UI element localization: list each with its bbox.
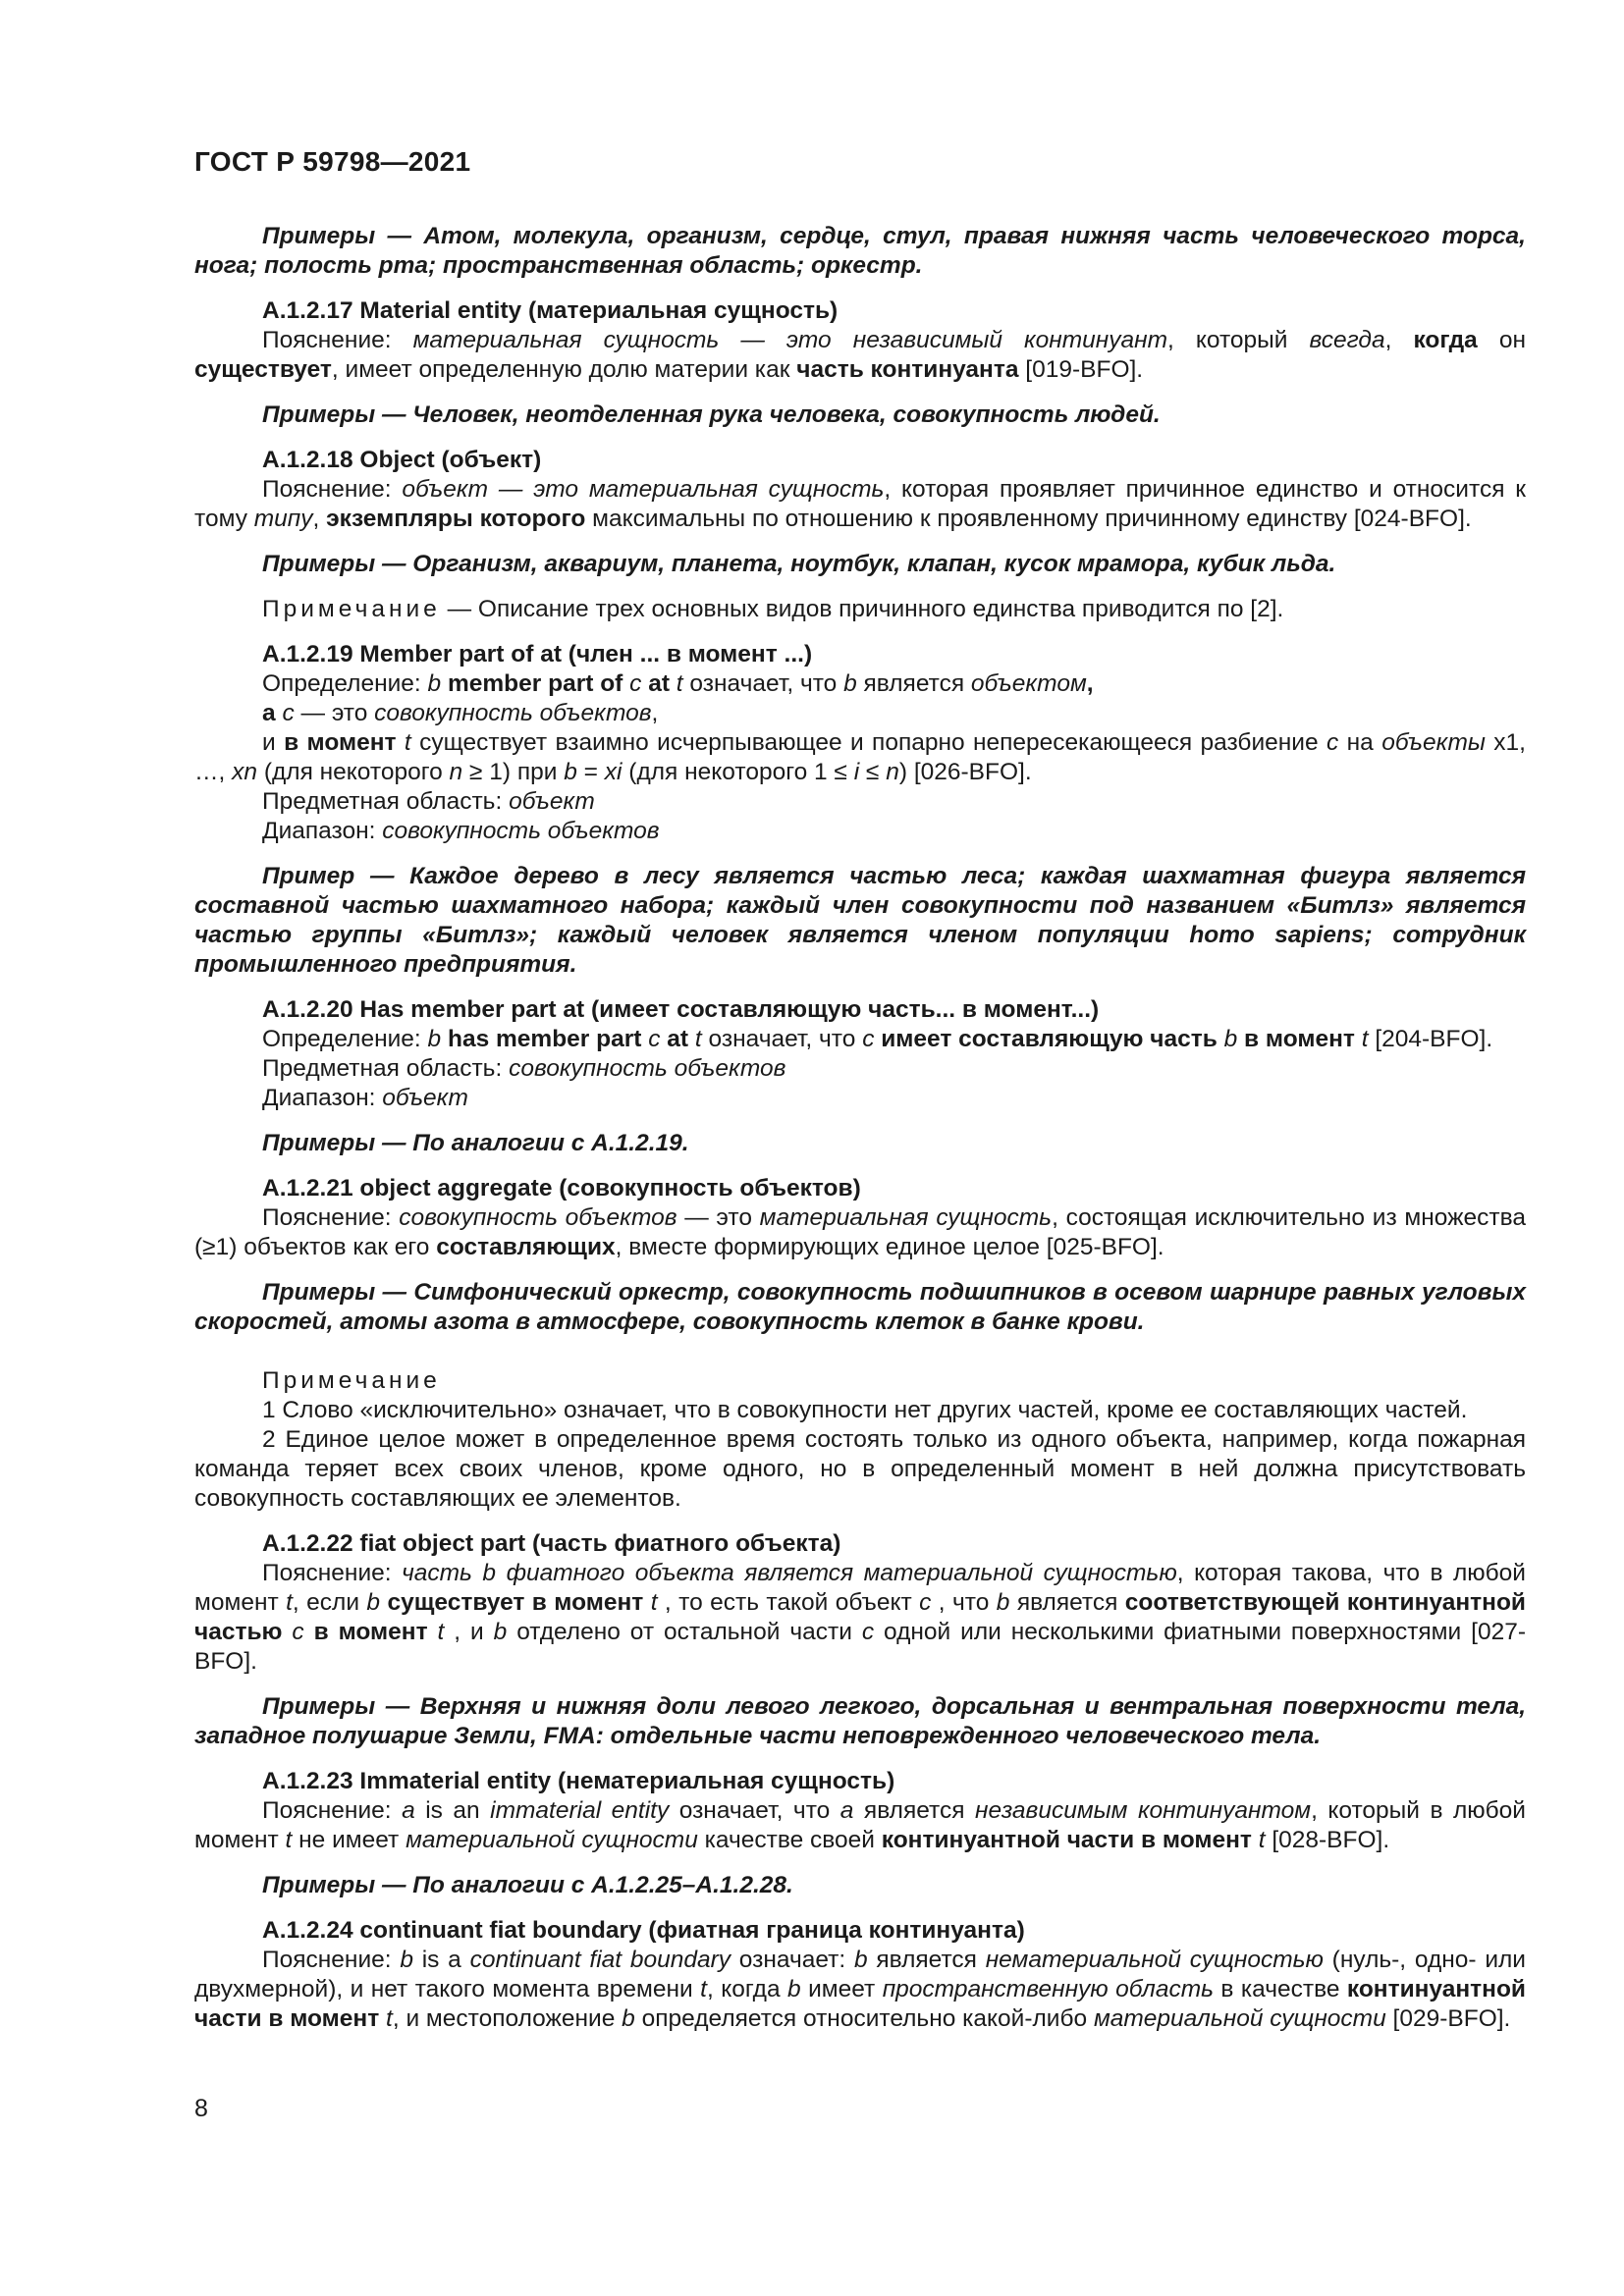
- section-title-a1222: А.1.2.22 fiat object part (часть фиатного объекта): [262, 1530, 841, 1557]
- section-a1219-line2: а с — это совокупность объектов,: [262, 700, 659, 726]
- section-a1219-line3: и в момент t существует взаимно исчерпывающее и попарно непересекающееся разбиение c на объекты x1, …, xn (для некоторого n ≥ 1) при b = xi (для некоторого 1 ≤ i ≤ n) [026-BFO].: [194, 729, 1526, 785]
- section-a1219-example: Пример — Каждое дерево в лесу является частью леса; каждая шахматная фигура является составной частью шахматного набора; каждый член совокупности под названием «Битлз» является частью группы «Битлз»; каждый человек является членом популяции hото sapiens; сотрудник промышленного предприятия.: [194, 863, 1526, 978]
- section-a1223-example: Примеры — По аналогии с А.1.2.25–А.1.2.28.: [262, 1872, 793, 1898]
- section-a1223-explanation: Пояснение: а is an immaterial entity означает, что а является независимым континуантом, который в любой момент t не имеет материальной сущности качестве своей континуантной части в момент t [028-BFO].: [194, 1797, 1526, 1853]
- section-a1218-explanation: Пояснение: объект — это материальная сущность, которая проявляет причинное единство и относится к тому типу, экземпляры которого максимальны по отношению к проявленному причинному единству [024-BFO].: [194, 476, 1526, 532]
- section-title-a1223: А.1.2.23 Immaterial entity (нематериальная сущность): [262, 1768, 895, 1794]
- section-title-a1224: А.1.2.24 continuant fiat boundary (фиатная граница континуанта): [262, 1917, 1025, 1944]
- document-header: ГОСТ Р 59798—2021: [194, 146, 471, 177]
- section-a1217-explanation: Пояснение: материальная сущность — это независимый континуант, который всегда, когда он существует, имеет определенную долю материи как часть континуанта [019-BFO].: [194, 327, 1526, 383]
- section-a1224-explanation: Пояснение: b is a continuant fiat boundary означает: b является нематериальной сущностью (нуль-, одно- или двухмерной), и нет такого момента времени t, когда b имеет пространственную область в качестве континуантной части в момент t, и местоположение b определяется относительно какой-либо материальной сущности [029-BFO].: [194, 1947, 1526, 2032]
- section-a1220-definition: Определение: b has member part c at t означает, что c имеет составляющую часть b в момент t [204-BFO].: [262, 1026, 1493, 1052]
- section-a1219-definition: Определение: b member part of c at t означает, что b является объектом,: [262, 670, 1094, 697]
- section-a1221-note-1: 1 Слово «исключительно» означает, что в совокупности нет других частей, кроме ее составляющих частей.: [262, 1397, 1468, 1423]
- section-a1221-note-label: Примечание: [262, 1367, 441, 1394]
- section-a1217-example: Примеры — Человек, неотделенная рука человека, совокупность людей.: [262, 401, 1161, 428]
- section-a1221-explanation: Пояснение: совокупность объектов — это материальная сущность, состоящая исключительно из множества (≥1) объектов как его составляющих, вместе формирующих единое целое [025-BFO].: [194, 1204, 1526, 1260]
- section-title-a1220: А.1.2.20 Has member part at (имеет составляющую часть... в момент...): [262, 996, 1100, 1023]
- section-a1221-note-2: 2 Единое целое может в определенное время состоять только из одного объекта, например, когда пожарная команда теряет всех своих членов, кроме одного, но в определенный момент в ней должна присутствовать совокупность составляющих ее элементов.: [194, 1426, 1526, 1512]
- section-a1219-domain: Предметная область: объект: [262, 788, 595, 815]
- section-a1221-example: Примеры — Симфонический оркестр, совокупность подшипников в осевом шарнире равных угловых скоростей, атомы азота в атмосфере, совокупность клеток в банке крови.: [194, 1279, 1526, 1335]
- example-paragraph: Примеры — Атом, молекула, организм, сердце, стул, правая нижняя часть человеческого торса, нога; полость рта; пространственная область; оркестр.: [194, 223, 1526, 279]
- section-title-a1219: А.1.2.19 Member part of at (член ... в момент ...): [262, 641, 813, 667]
- page-content: [194, 222, 1526, 2034]
- section-a1220-range: Диапазон: объект: [262, 1085, 468, 1111]
- section-a1218-example: Примеры — Организм, аквариум, планета, ноутбук, клапан, кусок мрамора, кубик льда.: [262, 551, 1336, 577]
- section-a1220-domain: Предметная область: совокупность объектов: [262, 1055, 786, 1082]
- page-number: 8: [194, 2095, 208, 2122]
- section-a1219-range: Диапазон: совокупность объектов: [262, 818, 660, 844]
- section-a1222-explanation: Пояснение: часть b фиатного объекта является материальной сущностью, которая такова, что в любой момент t, если b существует в момент t , то есть такой объект c , что b является соответствующей континуантной частью c в момент t , и b отделено от остальной части c одной или несколькими фиатными поверхностями [027-BFO].: [194, 1560, 1526, 1675]
- section-title-a1217: А.1.2.17 Material entity (материальная сущность): [262, 297, 839, 324]
- section-a1218-note: Примечание — Описание трех основных видов причинного единства приводится по [2].: [262, 596, 1284, 622]
- section-title-a1221: А.1.2.21 object aggregate (совокупность объектов): [262, 1175, 861, 1201]
- section-title-a1218: А.1.2.18 Object (объект): [262, 447, 542, 473]
- section-a1220-example: Примеры — По аналогии с А.1.2.19.: [262, 1130, 689, 1156]
- section-a1222-example: Примеры — Верхняя и нижняя доли левого легкого, дорсальная и вентральная поверхности тела, западное полушарие Земли, FMA: отдельные части неповрежденного человеческого тела.: [194, 1693, 1526, 1749]
